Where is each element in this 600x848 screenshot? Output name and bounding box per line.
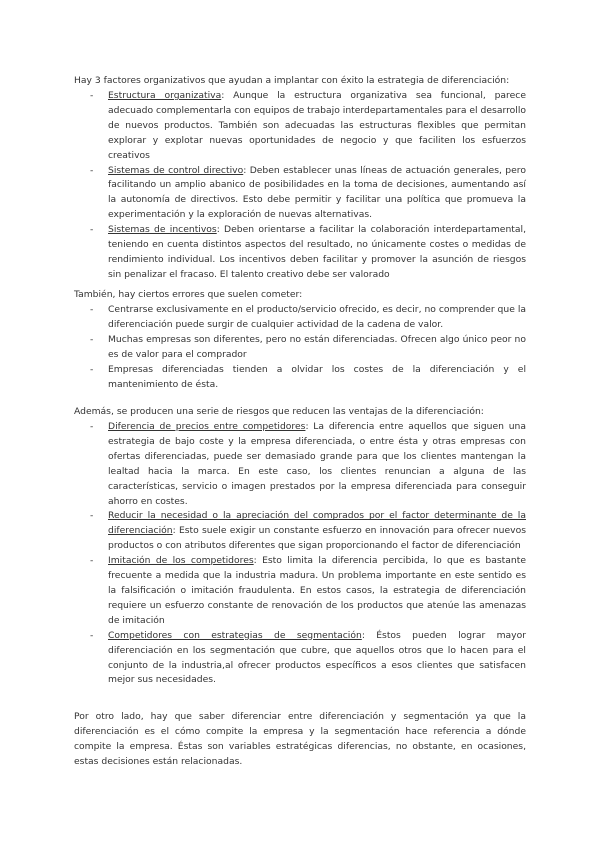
list-item bbox=[74, 223, 526, 283]
item-text: : Esto limita la diferencia percibida, lo que es bastante frecuente a medida que la industria madura. Un problema importante en este sentido es la falsificación o imitación fraudulenta. En estos casos, la estrategia de diferenciación requiere un esfuerzo constante de renovación de los productos que atenúe las amenazas de imitación bbox=[108, 555, 526, 626]
item-text: : Esto suele exigir un constante esfuerzo en innovación para ofrecer nuevos productos o con atributos diferentes que sigan proporcionando el factor de diferenciación bbox=[108, 525, 526, 552]
item-term: Estructura organizativa bbox=[108, 90, 222, 101]
item-term: Imitación de los competidores bbox=[108, 555, 254, 567]
risks-list bbox=[74, 420, 526, 688]
item-term: Sistemas de incentivos bbox=[108, 224, 217, 236]
dash-marker: - bbox=[90, 164, 94, 176]
common-errors-intro: También, hay ciertos errores que suelen cometer: bbox=[74, 289, 303, 300]
dash-marker: - bbox=[90, 333, 94, 345]
item-term: Diferencia de precios entre competidores bbox=[108, 421, 306, 432]
risks-intro: Además, se producen una serie de riesgos que reducen las ventajas de la diferenciación: bbox=[74, 406, 484, 417]
item-text: : Deben orientarse a facilitar la colaboración interdepartamental, teniendo en cuenta distintos aspectos del resultado, no únicamente costes o medidas de rendimiento individual. Los incentivos deben facilitar y promover la asunción de riesgos sin penalizar el fracaso. El talento creativo debe ser valorado bbox=[108, 224, 526, 280]
item-term: Sistemas de control directivo bbox=[108, 164, 244, 176]
list-item bbox=[74, 333, 526, 363]
list-item bbox=[74, 164, 526, 224]
item-text: : Éstos pueden lograr mayor diferenciación en los segmentación que cubre, que aquellos otros que lo hacen para el conjunto de la industria,al ofrecer productos específicos a esos clientes que satisfacen mejor sus necesidades. bbox=[108, 629, 526, 686]
dash-marker: - bbox=[90, 510, 94, 522]
item-text: : Deben establecer unas líneas de actuación generales, pero facilitando un amplio abanico de posibilidades en la toma de decisiones, aumentando así la autonomía de directivos. Esto debe permitir y facilitar una política que promueva la experimentación y la exploración de nuevas alternativas. bbox=[108, 164, 526, 221]
dash-marker: - bbox=[90, 363, 94, 375]
item-text: : La diferencia entre aquellos que siguen una estrategia de bajo coste y la empresa diferenciada, o entre ésta y otras empresas con ofertas diferenciadas, puede ser demasiado grande para que los clientes mantengan la lealtad hacia la marca. En este caso, los clientes renuncian a alguna de las características, servicio o imagen prestados por la empresa diferenciada para conseguir ahorro en costes. bbox=[108, 421, 527, 507]
organizational-factors-intro: Hay 3 factores organizativos que ayudan a implantar con éxito la estrategia de diferenciación: bbox=[74, 75, 510, 86]
dash-marker: - bbox=[90, 629, 94, 641]
closing-paragraph: Por otro lado, hay que saber diferenciar entre diferenciación y segmentación ya que la diferenciación es el cómo compite la empresa y la segmentación hace referencia a dónde compite la empresa. Éstas son variables estratégicas diferencias, no obstante, en ocasiones, estas decisiones están relacionadas. bbox=[74, 711, 526, 767]
item-text: Empresas diferenciadas tienden a olvidar los costes de la diferenciación y el mantenimiento de ésta. bbox=[108, 363, 526, 390]
item-term: Competidores con estrategias de segmentación bbox=[108, 629, 362, 641]
list-item bbox=[74, 509, 526, 554]
list-item bbox=[74, 363, 526, 393]
list-item bbox=[74, 554, 526, 629]
item-text: : Aunque la estructura organizativa sea funcional, parece adecuado complementarla con equipos de trabajo interdepartamentales para el desarrollo de nuevos productos. También son adecuadas las estructuras flexibles que permitan explorar y explotar nuevas oportunidades de negocio y que faciliten los esfuerzos creativos bbox=[108, 90, 526, 161]
item-text: Centrarse exclusivamente en el producto/servicio ofrecido, es decir, no comprender que la diferenciación puede surgir de cualquier actividad de la cadena de valor. bbox=[108, 304, 526, 330]
list-item bbox=[74, 420, 526, 509]
list-item bbox=[74, 89, 526, 164]
dash-marker: - bbox=[90, 224, 94, 236]
common-errors-list bbox=[74, 303, 526, 392]
dash-marker: - bbox=[90, 421, 94, 432]
list-item bbox=[74, 303, 526, 333]
organizational-factors-list bbox=[74, 89, 526, 283]
list-item bbox=[74, 629, 526, 689]
dash-marker: - bbox=[90, 555, 94, 567]
item-text: Muchas empresas son diferentes, pero no están diferenciadas. Ofrecen algo único peor no es de valor para el comprador bbox=[108, 333, 526, 360]
item-term: Reducir la necesidad o la apreciación del comprados por el factor determinante de la diferenciación bbox=[108, 510, 526, 537]
dash-marker: - bbox=[90, 90, 94, 101]
dash-marker: - bbox=[90, 304, 94, 315]
